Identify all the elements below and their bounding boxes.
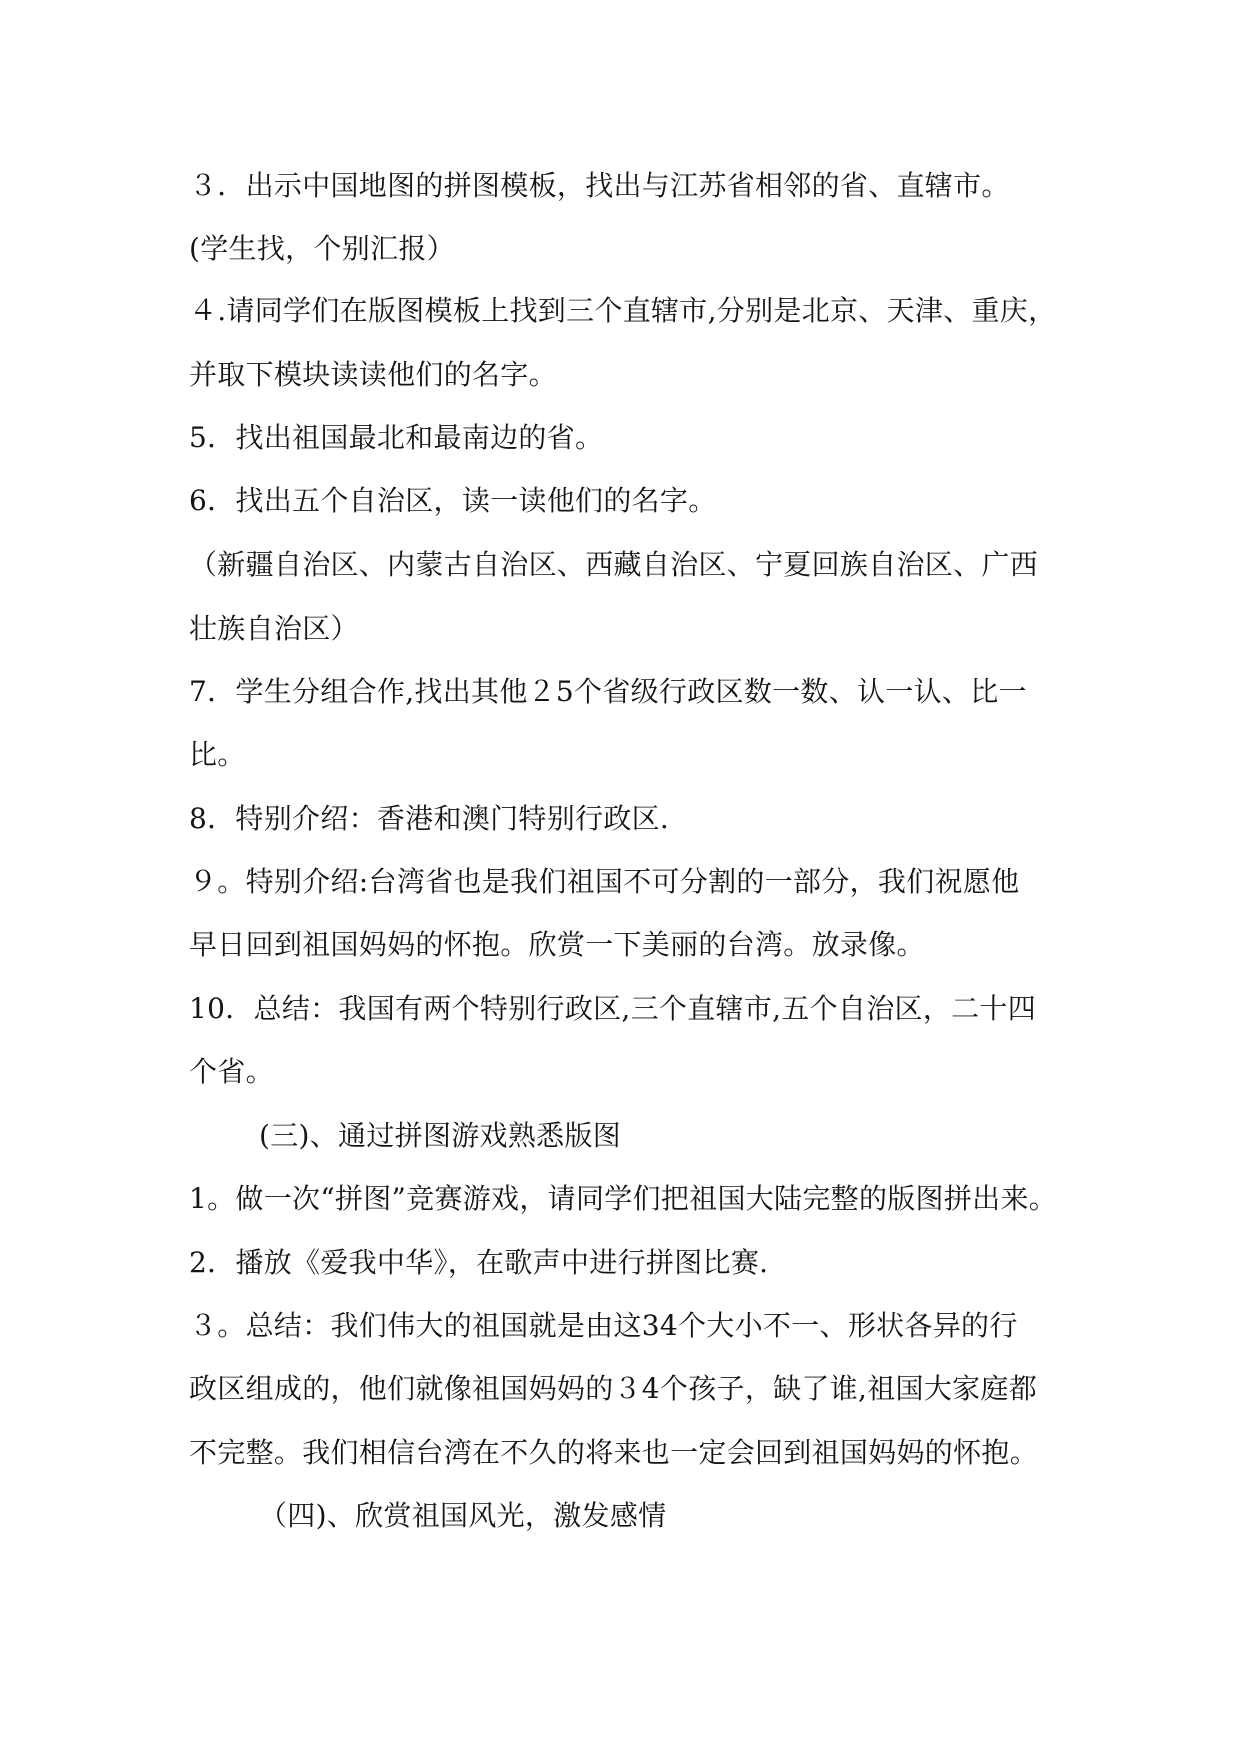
paragraph-line: ３。总结：我们伟大的祖国就是由这34个大小不一、形状各异的行 (189, 1309, 1018, 1342)
paragraph-line: 5．找出祖国最北和最南边的省。 (189, 421, 604, 454)
paragraph-line: ４.请同学们在版图模板上找到三个直辖市,分别是北京、天津、重庆， (189, 294, 1057, 327)
paragraph-line: 8．特别介绍：香港和澳门特别行政区. (189, 802, 670, 835)
paragraph-line: 政区组成的，他们就像祖国妈妈的３4个孩子，缺了谁,祖国大家庭都 (189, 1372, 1038, 1405)
paragraph-line: (学生找，个别汇报） (189, 232, 455, 265)
paragraph-line: 个省。 (189, 1055, 274, 1088)
paragraph-line: 早日回到祖国妈妈的怀抱。欣赏一下美丽的台湾。放录像。 (189, 928, 925, 961)
paragraph-line: 7．学生分组合作,找出其他２5个省级行政区数一数、认一认、比一 (189, 675, 1027, 708)
paragraph-line: 2．播放《爱我中华》，在歌声中进行拼图比赛. (189, 1246, 769, 1279)
paragraph-line: 比。 (189, 738, 246, 771)
paragraph-line: 不完整。我们相信台湾在不久的将来也一定会回到祖国妈妈的怀抱。 (189, 1436, 1039, 1469)
paragraph-line: （新疆自治区、内蒙古自治区、西藏自治区、宁夏回族自治区、广西 (189, 548, 1039, 581)
paragraph-line: 10．总结：我国有两个特别行政区,三个直辖市,五个自治区，二十四 (189, 992, 1037, 1025)
section-heading: (三)、通过拼图游戏熟悉版图 (259, 1119, 622, 1152)
paragraph-line: 1。做一次“拼图”竞赛游戏，请同学们把祖国大陆完整的版图拼出来。 (189, 1182, 1058, 1215)
paragraph-line: 壮族自治区） (189, 612, 359, 645)
section-heading: （四)、欣赏祖国风光，激发感情 (259, 1499, 667, 1532)
paragraph-line: 6．找出五个自治区，读一读他们的名字。 (189, 484, 717, 517)
paragraph-line: ９。特别介绍:台湾省也是我们祖国不可分割的一部分，我们祝愿他 (189, 865, 1020, 898)
paragraph-line: 并取下模块读读他们的名字。 (189, 358, 557, 391)
paragraph-line: ３．出示中国地图的拼图模板，找出与江苏省相邻的省、直辖市。 (189, 169, 1010, 202)
